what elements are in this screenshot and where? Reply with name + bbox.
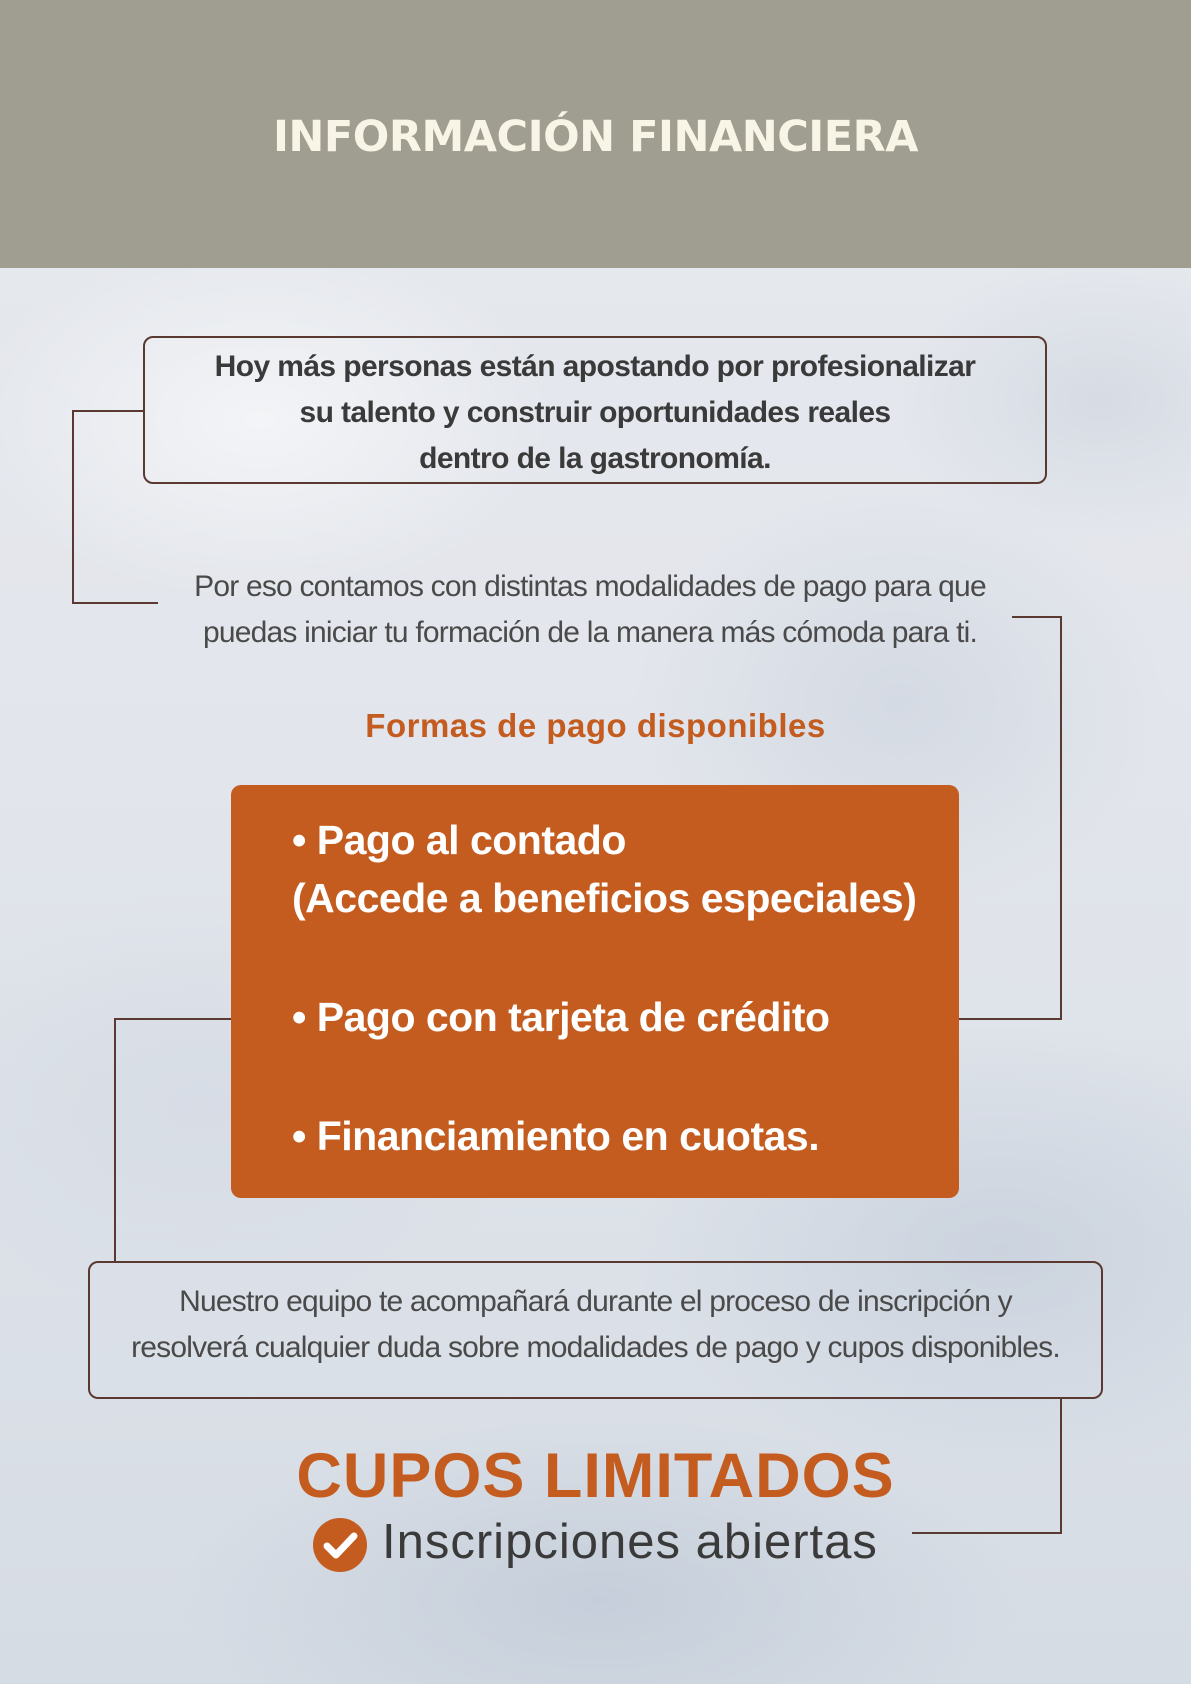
- paragraph-line: puedas iniciar tu formación de la manera más cómoda para ti.: [202, 616, 978, 649]
- connector-line: [72, 602, 158, 604]
- connector-line: [72, 410, 145, 412]
- payment-item-installments: [292, 1107, 819, 1165]
- check-circle-icon: [312, 1517, 368, 1573]
- limited-spots-headline: CUPOS LIMITADOS: [296, 1441, 895, 1511]
- connector-line: [72, 410, 74, 604]
- payment-item-credit-card: [292, 988, 830, 1046]
- connector-line: [959, 1018, 1062, 1020]
- connector-line: [1060, 616, 1062, 1020]
- connector-line: [912, 1532, 1062, 1534]
- intro-text: [143, 344, 1047, 482]
- payment-paragraph: [170, 564, 1010, 656]
- header-band: [0, 0, 1191, 268]
- payment-item-label: • Pago al contado: [292, 817, 626, 863]
- connector-line: [114, 1018, 116, 1262]
- intro-line: dentro de la gastronomía.: [419, 442, 771, 475]
- page-title: INFORMACIÓN FINANCIERA: [272, 112, 919, 162]
- payment-item-note: (Accede a beneficios especiales): [292, 875, 917, 921]
- support-text: [88, 1279, 1103, 1371]
- payment-section-title: Formas de pago disponibles: [365, 707, 826, 744]
- intro-line: su talento y construir oportunidades reales: [299, 396, 891, 429]
- connector-line: [114, 1018, 231, 1020]
- payment-item-cash: [292, 811, 916, 927]
- support-line: Nuestro equipo te acompañará durante el proceso de inscripción y: [179, 1285, 1012, 1318]
- support-line: resolverá cualquier duda sobre modalidades de pago y cupos disponibles.: [131, 1331, 1060, 1364]
- connector-line: [1012, 616, 1062, 618]
- enrollment-open-text: Inscripciones abiertas: [382, 1515, 878, 1569]
- paragraph-line: Por eso contamos con distintas modalidades de pago para que: [194, 570, 986, 603]
- intro-line: Hoy más personas están apostando por profesionalizar: [214, 350, 976, 383]
- payment-item-label: • Pago con tarjeta de crédito: [292, 994, 830, 1040]
- payment-item-label: • Financiamiento en cuotas.: [292, 1113, 820, 1159]
